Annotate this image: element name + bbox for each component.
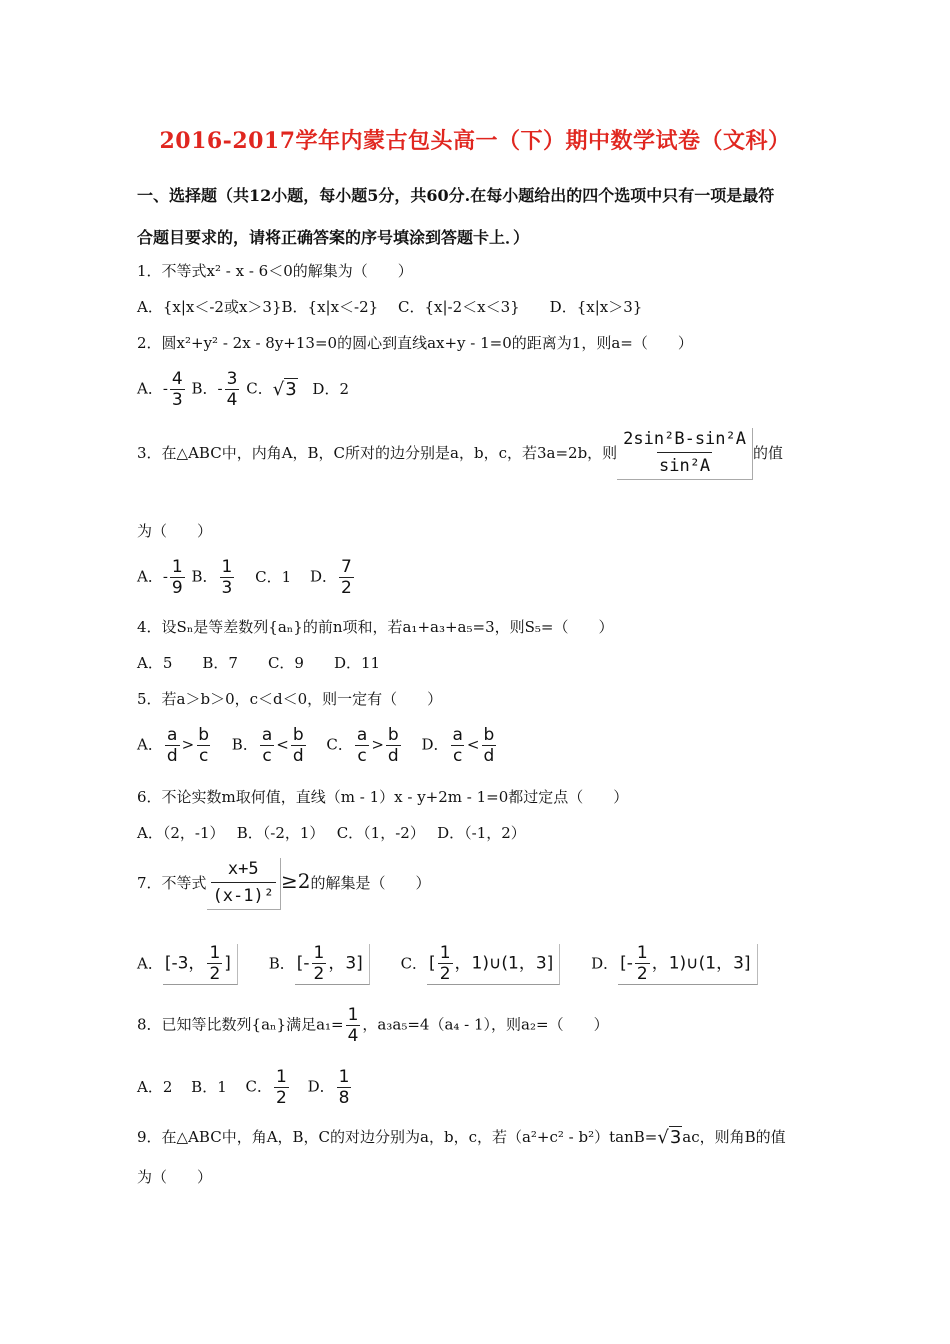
operator: > bbox=[181, 735, 195, 754]
q6-stem: 6．不论实数m取何值，直线（m - 1）x - y+2m - 1=0都过定点（ ） bbox=[137, 788, 629, 806]
q8-stem bbox=[137, 1006, 830, 1045]
q5-stem: 5．若a＞b＞0，c＜d＜0，则一定有（ ） bbox=[137, 690, 443, 708]
radicand: 3 bbox=[669, 1127, 682, 1148]
page-title: 2016-2017学年内蒙古包头高一（下）期中数学试卷（文科） bbox=[159, 128, 791, 154]
fraction bbox=[196, 726, 211, 765]
numerator: 1 bbox=[347, 1005, 359, 1025]
fraction bbox=[355, 726, 369, 765]
q7-option-a bbox=[137, 944, 238, 985]
interval-start: [- bbox=[296, 953, 310, 974]
interval-start: [- bbox=[620, 953, 633, 974]
option-label: D． bbox=[591, 954, 619, 973]
numerator: 3 bbox=[226, 369, 238, 389]
q3-opt-b-fraction bbox=[220, 558, 235, 597]
option-label: D． bbox=[421, 735, 449, 754]
interval-end: ] bbox=[224, 953, 231, 974]
fraction bbox=[260, 726, 274, 765]
q2-opt-b-label: B．- bbox=[191, 379, 223, 398]
denominator: 3 bbox=[171, 390, 183, 410]
q9-sqrt: √3 bbox=[657, 1127, 682, 1148]
q5-option-d bbox=[421, 726, 498, 765]
denominator: 2 bbox=[276, 1088, 287, 1108]
q7-option-c bbox=[401, 944, 561, 985]
interval bbox=[427, 944, 560, 985]
denominator: 3 bbox=[221, 578, 233, 598]
operator: > bbox=[371, 735, 384, 754]
fraction bbox=[635, 944, 650, 983]
option-label: A． bbox=[137, 735, 163, 754]
q2-options bbox=[137, 370, 830, 409]
denominator: c bbox=[453, 746, 463, 766]
numerator: 1 bbox=[313, 943, 325, 963]
q2-opt-c-label: C． bbox=[246, 379, 273, 398]
interval bbox=[163, 944, 238, 985]
q7-options bbox=[137, 944, 830, 985]
operator: < bbox=[466, 735, 480, 754]
q5-option-b bbox=[232, 726, 308, 765]
interval-end: ，1)∪(1，3] bbox=[651, 953, 751, 974]
denominator: 2 bbox=[313, 964, 325, 984]
numerator: 1 bbox=[439, 943, 451, 963]
option-label: C． bbox=[400, 954, 428, 973]
q5-options bbox=[137, 726, 830, 765]
q6-options: A．（2，-1） B．（-2，1） C．（1，-2） D．（-1，2） bbox=[137, 824, 526, 842]
numerator: 1 bbox=[338, 1067, 350, 1087]
q3-opt-c: C．1 bbox=[255, 567, 292, 586]
q7-inequality-rhs: ≥2 bbox=[280, 869, 311, 893]
numerator: b bbox=[483, 725, 495, 745]
numerator: 1 bbox=[276, 1067, 287, 1087]
q7-option-d bbox=[591, 944, 757, 985]
denominator: 2 bbox=[636, 964, 648, 984]
option-label: C． bbox=[326, 735, 353, 754]
fraction bbox=[291, 726, 306, 765]
q3-opt-d-fraction bbox=[339, 558, 354, 597]
numerator: 4 bbox=[171, 369, 183, 389]
fraction bbox=[386, 726, 401, 765]
q7-inequality-fraction bbox=[207, 858, 281, 910]
q3-expression-fraction bbox=[617, 428, 753, 480]
interval bbox=[618, 944, 757, 985]
denominator: 2 bbox=[439, 964, 451, 984]
q2-stem: 2．圆x²+y² - 2x - 8y+13=0的圆心到直线ax+y - 1=0的距离为1，则a=（ ） bbox=[137, 334, 693, 352]
numerator: x+5 bbox=[227, 859, 259, 879]
q8-opt-c-label: C． bbox=[245, 1077, 273, 1096]
q3-stem bbox=[137, 428, 830, 480]
q9-stem-pre: 9．在△ABC中，角A，B，C的对边分别为a，b，c，若（a²+c² - b²）tanB= bbox=[137, 1128, 658, 1146]
q3-opt-a-fraction bbox=[170, 558, 185, 597]
q3-stem-pre: 3．在△ABC中，内角A，B，C所对的边分别是a，b，c，若3a=2b，则 bbox=[137, 444, 618, 462]
section-heading-line2: 合题目要求的，请将正确答案的序号填涂到答题卡上．） bbox=[137, 228, 530, 247]
numerator: b bbox=[292, 725, 304, 745]
q9-stem-line2: 为（ ） bbox=[137, 1168, 213, 1186]
option-label: B． bbox=[231, 735, 258, 754]
q3-options bbox=[137, 558, 830, 597]
interval-end: ，3] bbox=[328, 953, 363, 974]
denominator: d bbox=[292, 746, 304, 766]
q8-opt-d-fraction bbox=[337, 1068, 352, 1107]
interval-start: [ bbox=[429, 953, 436, 974]
q8-opt-c-fraction bbox=[274, 1068, 289, 1107]
operator: < bbox=[276, 735, 289, 754]
q2-opt-b-fraction bbox=[225, 370, 240, 409]
q5-option-a bbox=[137, 726, 213, 765]
numerator: 1 bbox=[221, 557, 233, 577]
q7-stem-post: 的解集是（ ） bbox=[310, 874, 431, 892]
q3-stem-post: 的值 bbox=[753, 444, 784, 462]
numerator: a bbox=[261, 725, 273, 745]
q3-stem-line2: 为（ ） bbox=[137, 522, 213, 540]
denominator: d bbox=[387, 746, 399, 766]
denominator: 4 bbox=[226, 390, 238, 410]
numerator: 1 bbox=[636, 943, 648, 963]
q9-stem bbox=[137, 1126, 830, 1149]
fraction bbox=[482, 726, 497, 765]
denominator: 2 bbox=[341, 578, 352, 598]
option-label: A． bbox=[137, 954, 163, 973]
numerator: a bbox=[167, 725, 178, 745]
q8-opt-b: B．1 bbox=[191, 1077, 227, 1096]
q2-opt-a-fraction bbox=[170, 370, 185, 409]
denominator: 2 bbox=[209, 964, 221, 984]
denominator: sin²A bbox=[657, 452, 712, 477]
interval bbox=[295, 944, 370, 985]
numerator: b bbox=[198, 725, 210, 745]
q3-opt-a-label: A．- bbox=[137, 567, 168, 586]
radicand: 3 bbox=[285, 378, 297, 400]
denominator: c bbox=[198, 746, 209, 766]
q7-stem bbox=[137, 858, 430, 910]
numerator: b bbox=[387, 725, 399, 745]
denominator: c bbox=[357, 746, 367, 766]
q1-options: A．{x|x＜-2或x＞3}B．{x|x＜-2} C．{x|-2＜x＜3} D．{x|x＞3} bbox=[137, 298, 643, 316]
section-heading-line1: 一、选择题（共12小题，每小题5分，共60分.在每小题给出的四个选项中只有一项是最符 bbox=[137, 186, 775, 205]
denominator: 4 bbox=[347, 1026, 359, 1046]
interval-end: ，1)∪(1，3] bbox=[454, 953, 554, 974]
q8-stem-pre: 8．已知等比数列{aₙ}满足a₁= bbox=[137, 1015, 344, 1034]
q4-options: A．5 B．7 C．9 D．11 bbox=[137, 654, 381, 672]
denominator: 9 bbox=[171, 578, 183, 598]
q3-opt-d-label: D． bbox=[309, 567, 337, 586]
q8-stem-fraction bbox=[346, 1006, 361, 1045]
q4-stem: 4．设Sₙ是等差数列{aₙ}的前n项和，若a₁+a₃+a₅=3，则S₅=（ ） bbox=[137, 618, 614, 636]
option-label: B． bbox=[268, 954, 295, 973]
denominator: d bbox=[483, 746, 495, 766]
q8-stem-post: ，a₃a₅=4（a₄ - 1），则a₂=（ ） bbox=[362, 1015, 609, 1034]
q5-option-c bbox=[326, 726, 402, 765]
denominator: c bbox=[262, 746, 272, 766]
interval-start: [-3， bbox=[164, 953, 206, 974]
numerator: a bbox=[356, 725, 368, 745]
q7-option-b bbox=[269, 944, 370, 985]
q7-stem-pre: 7．不等式 bbox=[137, 874, 207, 892]
fraction bbox=[451, 726, 465, 765]
fraction bbox=[207, 944, 222, 983]
numerator: 1 bbox=[171, 557, 183, 577]
q8-options bbox=[137, 1068, 830, 1107]
fraction bbox=[438, 944, 453, 983]
numerator: 1 bbox=[209, 943, 221, 963]
denominator: d bbox=[166, 746, 178, 766]
q1-stem: 1．不等式x² - x - 6＜0的解集为（ ） bbox=[137, 262, 413, 280]
q2-opt-a-label: A．- bbox=[137, 379, 168, 398]
denominator: (x-1)² bbox=[211, 882, 276, 907]
fraction bbox=[165, 726, 180, 765]
numerator: a bbox=[452, 725, 463, 745]
numerator: 7 bbox=[341, 557, 352, 577]
q9-stem-post: ac，则角B的值 bbox=[682, 1128, 786, 1146]
q2-opt-d: D．2 bbox=[312, 379, 349, 398]
numerator: 2sin²B-sin²A bbox=[623, 429, 746, 449]
q2-opt-c-sqrt: √3 bbox=[272, 378, 297, 400]
fraction bbox=[312, 944, 327, 983]
q3-opt-b-label: B． bbox=[191, 567, 218, 586]
q8-opt-a: A．2 bbox=[137, 1077, 173, 1096]
denominator: 8 bbox=[338, 1088, 350, 1108]
q8-opt-d-label: D． bbox=[307, 1077, 335, 1096]
